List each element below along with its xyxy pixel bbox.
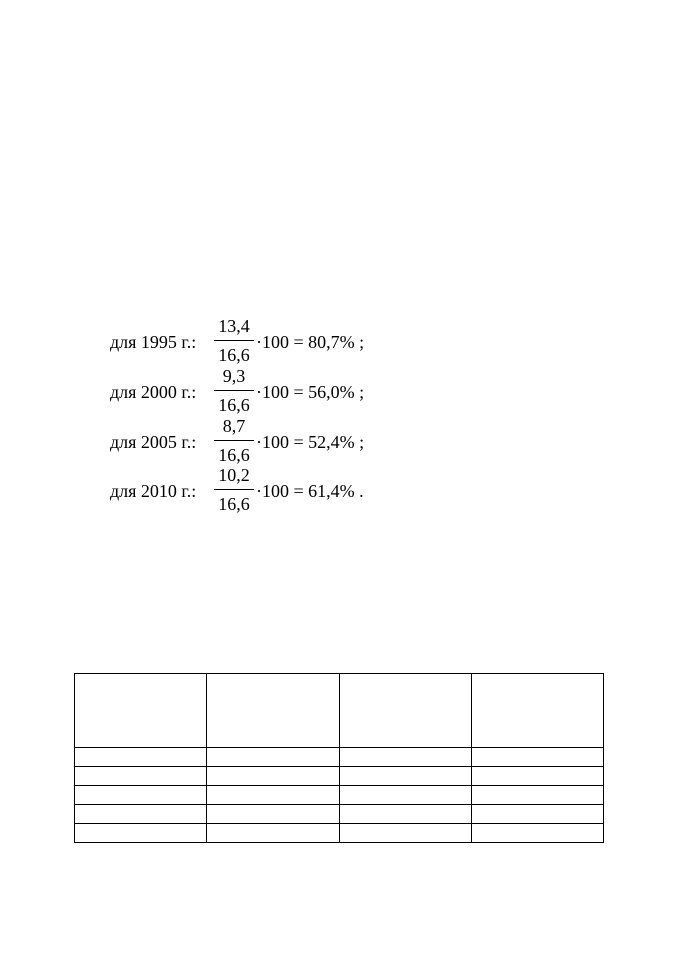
table-cell <box>471 805 603 824</box>
fraction-denominator: 16,6 <box>218 345 250 365</box>
fraction-numerator: 8,7 <box>222 416 246 436</box>
table-row <box>75 805 604 824</box>
table-cell <box>339 824 471 843</box>
fraction-denominator: 16,6 <box>218 445 250 465</box>
table-cell <box>471 786 603 805</box>
table-cell <box>75 805 207 824</box>
table-cell <box>471 748 603 767</box>
table-header-cell <box>75 674 207 748</box>
table-cell <box>75 786 207 805</box>
table-cell <box>471 824 603 843</box>
table-cell <box>207 805 339 824</box>
fraction <box>213 316 255 366</box>
table-cell <box>339 767 471 786</box>
table-cell <box>207 824 339 843</box>
table-cell <box>75 748 207 767</box>
fraction-bar <box>214 390 254 391</box>
empty-table <box>74 673 604 843</box>
table-header-cell <box>471 674 603 748</box>
table-cell <box>471 767 603 786</box>
formula-result: ·100 = 61,4% . <box>256 481 364 501</box>
table-header-row <box>75 674 604 748</box>
table-row <box>75 767 604 786</box>
formula-label: для 2000 г.: <box>110 382 197 402</box>
table-cell <box>339 748 471 767</box>
table-row <box>75 824 604 843</box>
fraction <box>213 366 255 416</box>
table-cell <box>75 824 207 843</box>
table-row <box>75 786 604 805</box>
table-cell <box>75 767 207 786</box>
table-cell <box>207 748 339 767</box>
formula-result: ·100 = 80,7% ; <box>256 332 365 352</box>
table-cell <box>339 786 471 805</box>
table-cell <box>207 767 339 786</box>
table-header-cell <box>207 674 339 748</box>
table-header-cell <box>339 674 471 748</box>
fraction-denominator: 16,6 <box>218 395 250 415</box>
formula-result: ·100 = 52,4% ; <box>256 432 365 452</box>
fraction-bar <box>214 340 254 341</box>
fraction-numerator: 10,2 <box>218 465 250 485</box>
fraction <box>213 416 255 466</box>
fraction-denominator: 16,6 <box>218 494 250 514</box>
formula-result: ·100 = 56,0% ; <box>256 382 365 402</box>
formula-label: для 1995 г.: <box>110 332 197 352</box>
fraction-numerator: 9,3 <box>222 366 246 386</box>
fraction-bar <box>214 489 254 490</box>
formula-label: для 2005 г.: <box>110 432 197 452</box>
table-cell <box>207 786 339 805</box>
table-row <box>75 748 604 767</box>
fraction <box>213 465 255 515</box>
formula-label: для 2010 г.: <box>110 481 197 501</box>
fraction-numerator: 13,4 <box>218 316 250 336</box>
fraction-bar <box>214 440 254 441</box>
table-body <box>75 674 604 843</box>
table-cell <box>339 805 471 824</box>
